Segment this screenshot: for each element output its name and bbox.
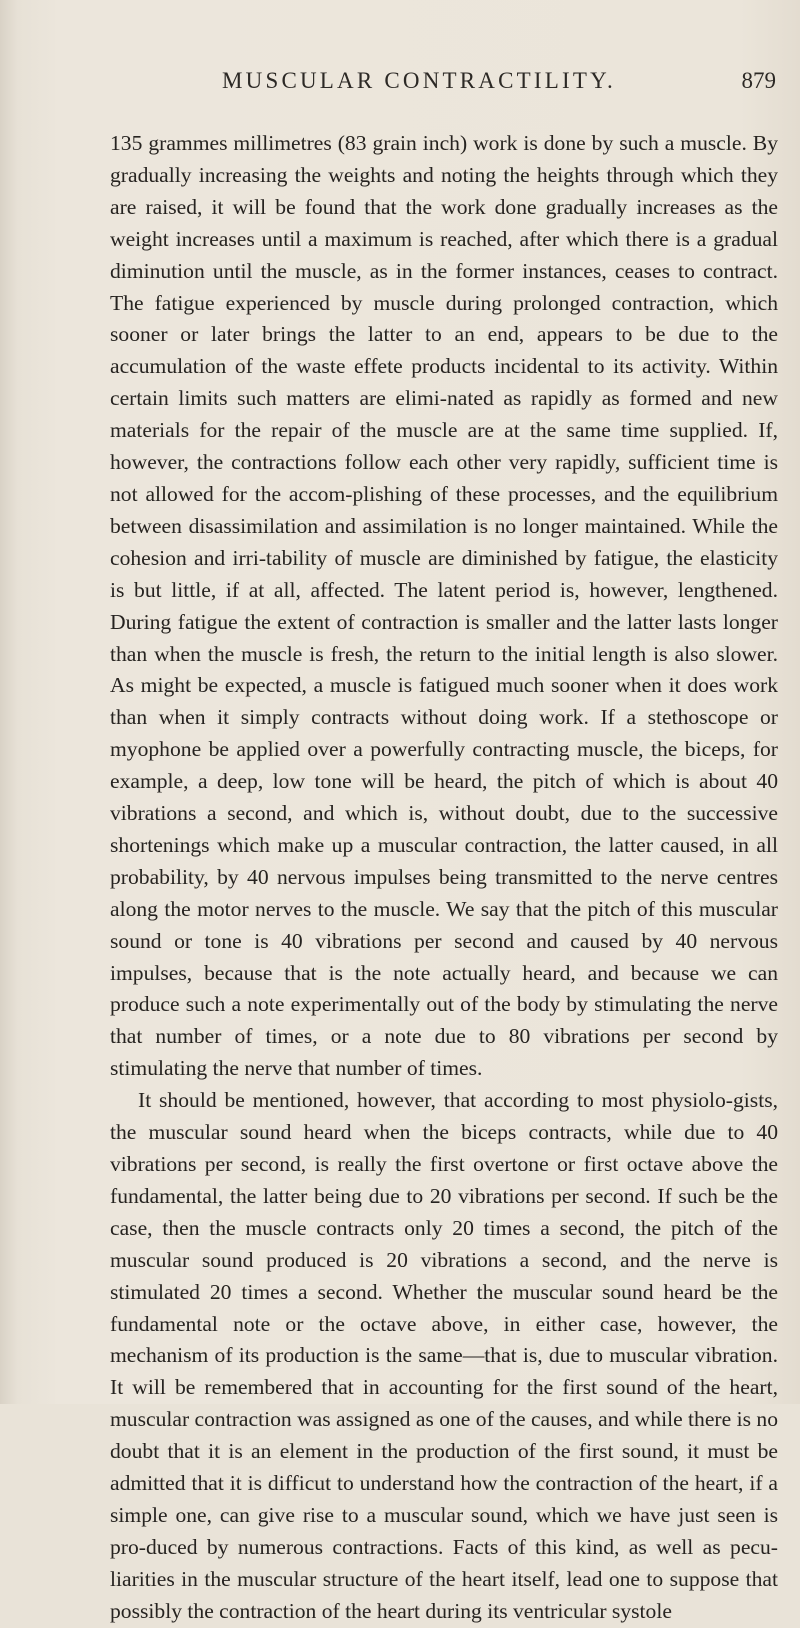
paragraph-2: It should be mentioned, however, that according to most physiolo-gists, the muscular sound heard when the biceps contracts, while due to 40 vibrations per second, is really the first overtone or first octave above the fundamental, the latter being due to 20 vibrations per second. If such be the case, then the muscle contracts only 20 times a second, the pitch of the muscular sound produced is 20 vibrations a second, and the nerve is stimulated 20 times a second. Whether the muscular sound heard be the fundamental note or the octave above, in either case, however, the mechanism of its production is the same—that is, due to muscular vibration. It will be remembered that in accounting for the first sound of the heart, muscular contraction was assigned as one of the causes, and while there is no doubt that it is an element in the production of the first sound, it must be admitted that it is difficut to understand how the contraction of the heart, if a simple one, can give rise to a muscular sound, which we have just seen is pro-duced by numerous contractions. Facts of this kind, as well as pecu-liarities in the muscular structure of the heart itself, lead one to suppose that possibly the contraction of the heart during its ventricular systole [110,1088,779,1623]
paragraph-1: 135 grammes millimetres (83 grain inch) work is done by such a muscle. By gradually increasing the weights and noting the heights through which they are raised, it will be found that the work done gradually increases as the weight increases until a maximum is reached, after which there is a gradual diminution until the muscle, as in the former instances, ceases to contract. The fatigue experienced by muscle during prolonged contraction, which sooner or later brings the latter to an end, appears to be due to the accumulation of the waste effete products incidental to its activity. Within certain limits such matters are elimi-nated as rapidly as formed and new materials for the repair of the muscle are at the same time supplied. If, however, the contractions follow each other very rapidly, sufficient time is not allowed for the accom-plishing of these processes, and the equilibrium between disassimilation and assimilation is no longer maintained. While the cohesion and irri-tability of muscle are diminished by fatigue, the elasticity is but little, if at all, affected. The latent period is, however, lengthened. During fatigue the extent of contraction is smaller and the latter lasts longer than when the muscle is fresh, the return to the initial length is also slower. As might be expected, a muscle is fatigued much sooner when it does work than when it simply contracts without doing work. If a stethoscope or myophone be applied over a powerfully contracting muscle, the biceps, for example, a deep, low tone will be heard, the pitch of which is about 40 vibrations a second, and which is, without doubt, due to the successive shortenings which make up a muscular contraction, the latter caused, in all probability, by 40 nervous impulses being transmitted to the nerve centres along the motor nerves to the muscle. We say that the pitch of this muscular sound or tone is 40 vibrations per second and caused by 40 nervous impulses, because that is the note actually heard, and because we can produce such a note experimentally out of the body by stimulating the nerve that number of times, or a note due to 80 vibrations per second by stimulating the nerve that number of times. [110,131,778,1081]
running-head: MUSCULAR CONTRACTILITY. [222,68,616,93]
page-header [118,68,782,98]
body-text [110,128,778,1628]
page-number: 879 [741,68,776,93]
